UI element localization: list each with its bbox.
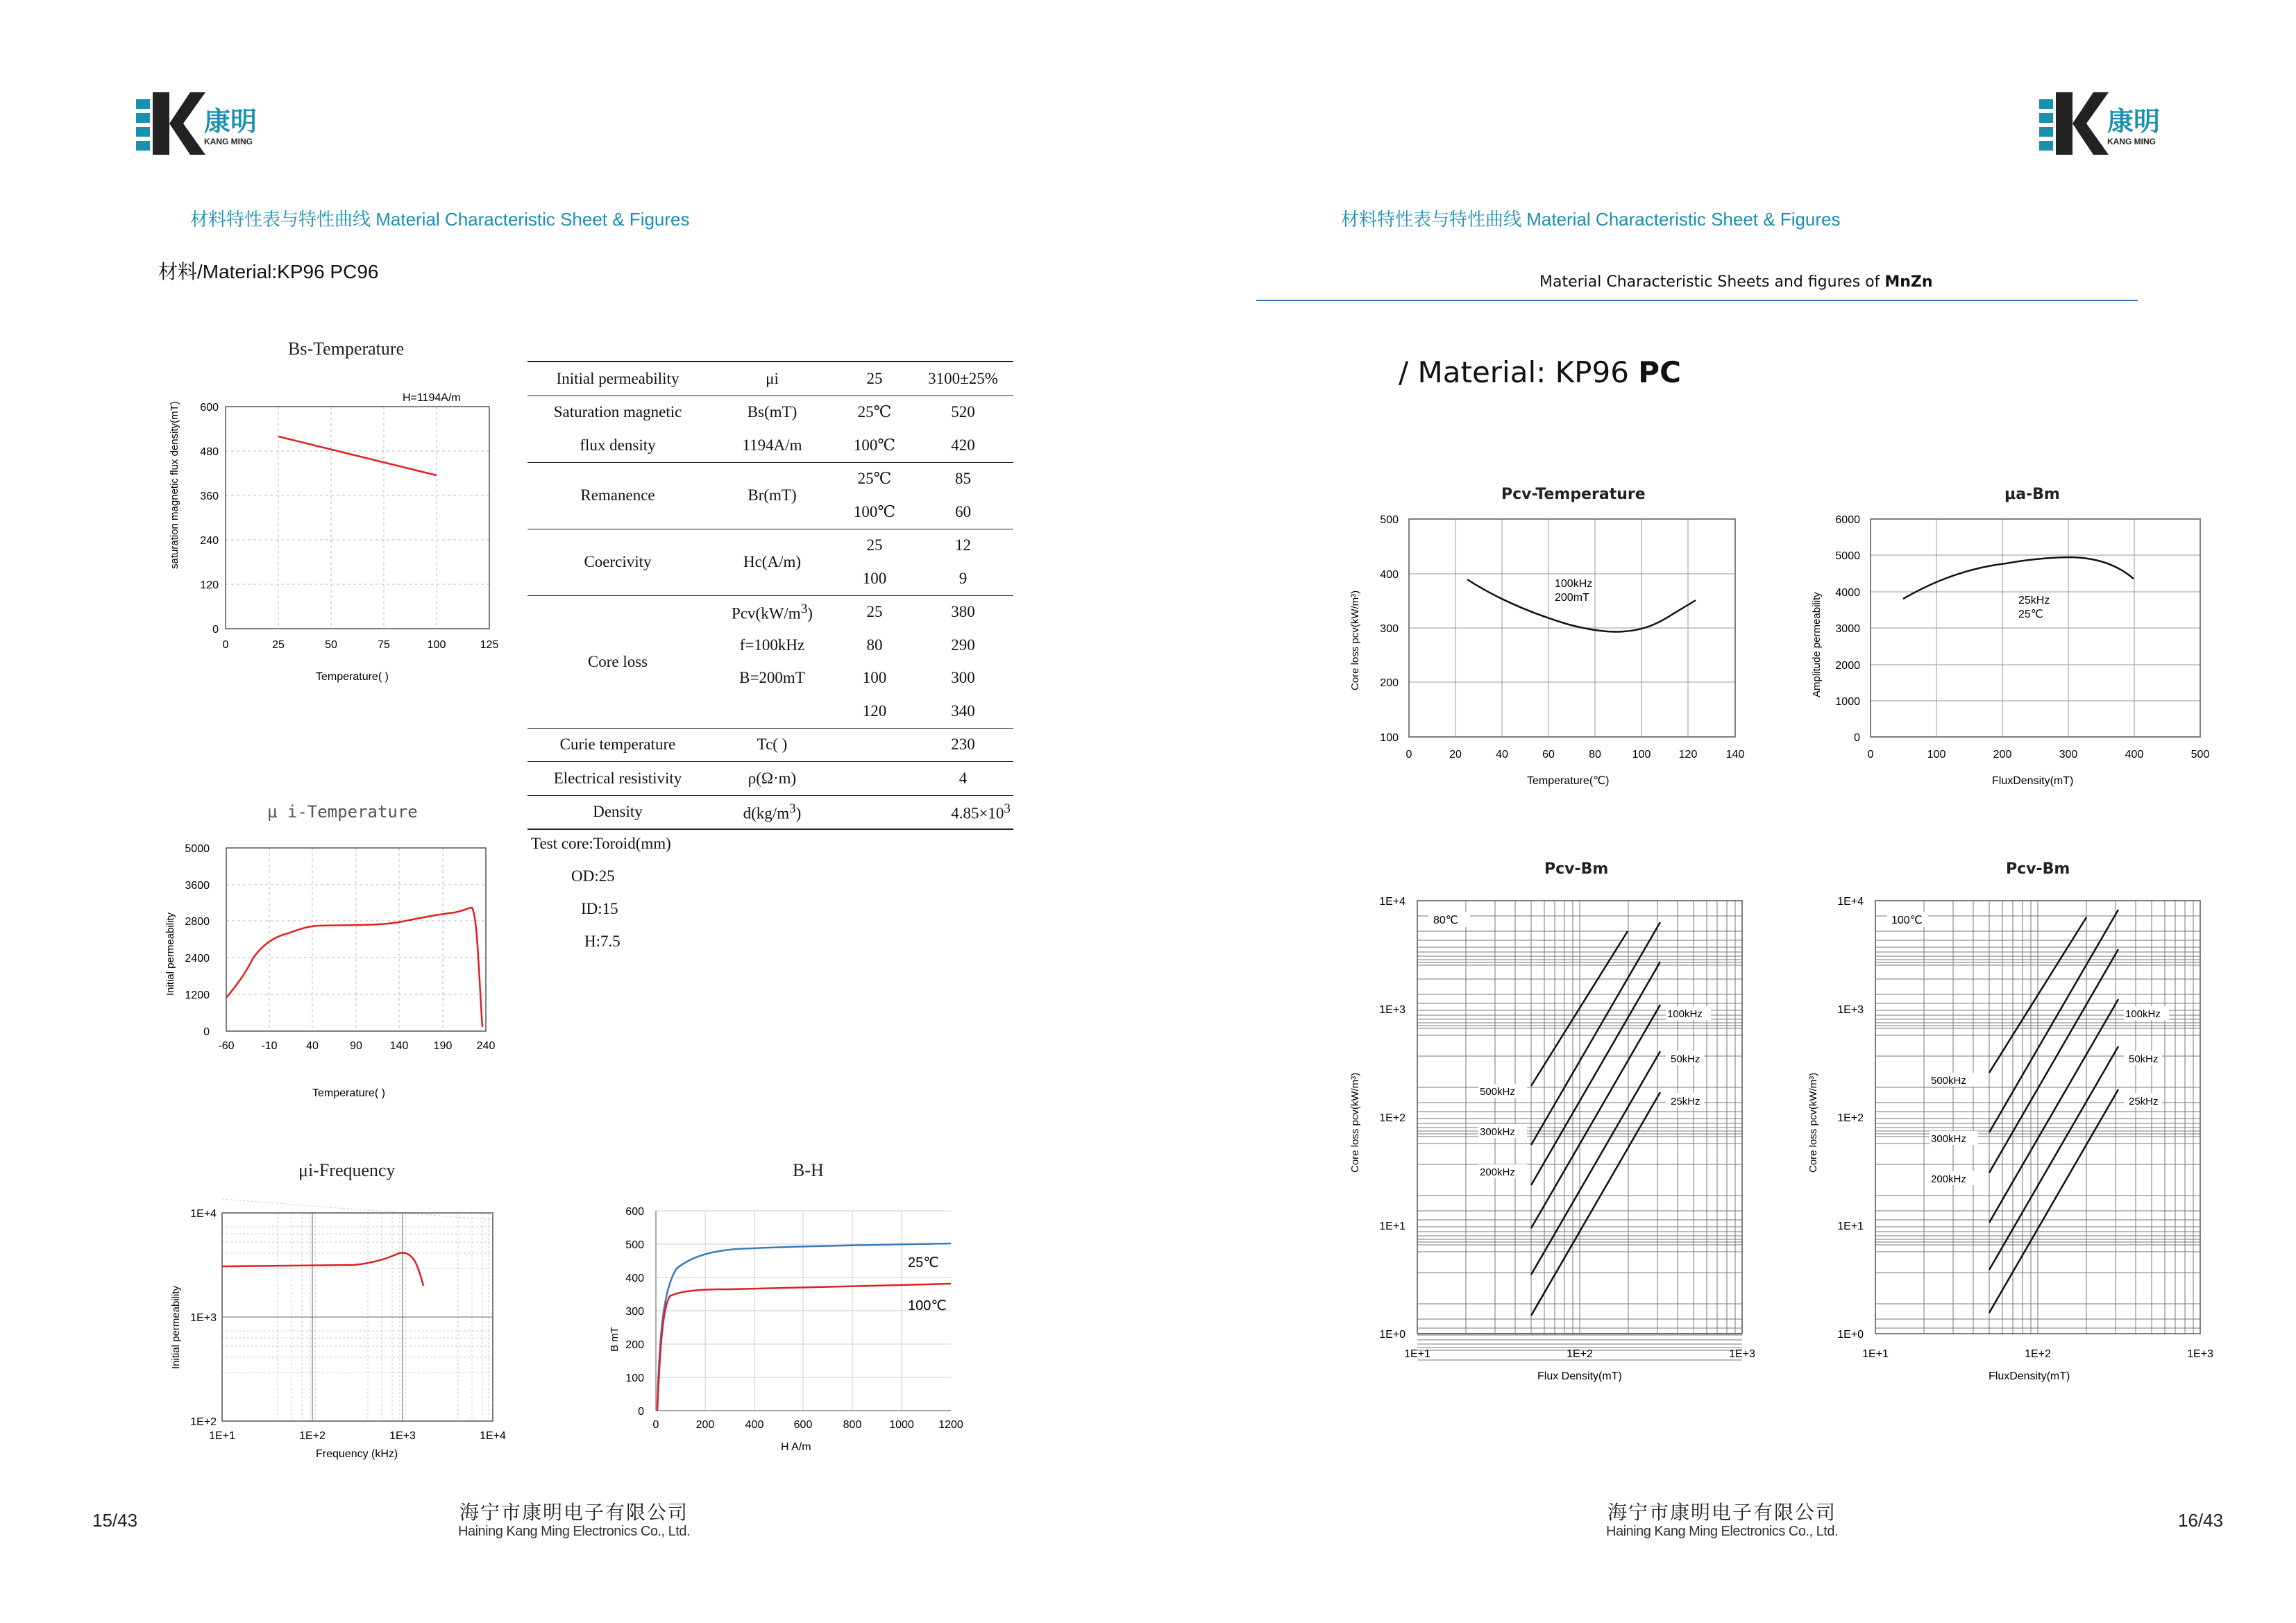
bh-xtick: 200 (695, 1419, 715, 1431)
muf-xtick: 1E+4 (480, 1430, 506, 1442)
bh-xtick: 400 (745, 1419, 764, 1431)
ua-ytick: 5000 (1835, 550, 1860, 562)
bs-temp-chart (160, 389, 521, 694)
mui-ylabel: Initial permeability (164, 912, 176, 996)
ua-note1: 25kHz (2018, 595, 2050, 606)
ua-ytick: 1000 (1835, 696, 1860, 708)
muf-ylabel: Initial permeability (170, 1285, 182, 1369)
pb100-ytick: 1E+3 (1837, 1004, 1864, 1016)
mui-xtick: 40 (306, 1040, 319, 1052)
pb100-temp: 100℃ (1891, 915, 1923, 926)
pb100-ytick: 1E+2 (1837, 1112, 1864, 1124)
bs-xtick: 50 (325, 639, 337, 651)
pt-xtick: 140 (1725, 749, 1745, 760)
pb80-xlabel: Flux Density(mT) (1537, 1370, 1622, 1382)
table-row: 120 340 (527, 695, 1013, 728)
ua-xtick: 300 (2059, 749, 2078, 760)
logo-cn: 康明 (204, 106, 258, 137)
mui-xtick: 190 (433, 1040, 453, 1052)
table-row: f=100kHz 80 290 (739, 636, 975, 654)
mui-freq-curve (222, 1253, 423, 1286)
mui-ytick: 2800 (185, 916, 210, 928)
mui-freq-title: μi-Frequency (298, 1160, 396, 1180)
divider (1256, 300, 2138, 301)
pt-xlabel: Temperature(℃) (1527, 775, 1610, 787)
pt-xtick: 100 (1632, 749, 1651, 760)
footer-company-en: Haining Kang Ming Electronics Co., Ltd. (1606, 1524, 1839, 1539)
bs-ytick: 360 (200, 491, 219, 502)
mui-xtick: 240 (476, 1040, 496, 1052)
section-title: 材料特性表与特性曲线 Material Characteristic Sheet & Figures (1341, 209, 1841, 230)
muf-ytick: 1E+2 (190, 1416, 217, 1428)
pb100-label: 50kHz (2129, 1053, 2159, 1065)
mui-ytick: 2400 (185, 953, 210, 965)
muf-ytick: 1E+4 (190, 1208, 217, 1220)
mui-xlabel: Temperature( ) (312, 1087, 385, 1099)
mui-xtick: -10 (261, 1040, 278, 1052)
log-grid (1875, 901, 2200, 1334)
mui-xtick: -60 (218, 1040, 235, 1052)
pcv-bm-80-chart (1340, 881, 1770, 1395)
material-name: 材料/Material:KP96 PC96 (158, 261, 379, 282)
bs-xtick: 125 (480, 639, 499, 651)
ua-note2: 25℃ (2018, 609, 2043, 620)
pb80-xtick: 1E+1 (1404, 1348, 1430, 1360)
muf-xlabel: Frequency (kHz) (316, 1448, 398, 1460)
mui-ytick: 5000 (185, 843, 210, 855)
table-row: Core loss $Pcv(kW/m^3)$ 25 380 (527, 595, 1013, 629)
bh-xtick: 800 (843, 1419, 862, 1431)
company-logo (2039, 89, 2178, 158)
table-row: Initial permeability μi 25 3100±25% (527, 362, 1013, 396)
pt-ylabel: Core loss pcv(kW/m³) (1349, 590, 1361, 690)
bh-chart (597, 1199, 986, 1470)
pb100-ytick: 1E+4 (1837, 896, 1864, 908)
pb80-label: 500kHz (1480, 1086, 1515, 1098)
bh-ytick: 200 (625, 1339, 644, 1351)
log-grid (1417, 901, 1742, 1360)
table-row: 100℃ 60 (527, 495, 1013, 529)
material-name: / Material: KP96 PC (1399, 355, 1681, 389)
bh-curve-25 (657, 1243, 951, 1407)
test-core-od: OD:25 (571, 867, 615, 885)
pb100-xtick: 1E+3 (2187, 1348, 2213, 1360)
mui-temp-title: μ i-Temperature (267, 802, 418, 822)
bh-label-25: 25℃ (908, 1255, 939, 1271)
pcv-bm-100-title: Pcv-Bm (2006, 860, 2070, 878)
bh-xtick: 1000 (889, 1419, 914, 1431)
pb80-ylabel: Core loss pcv(kW/m³) (1349, 1072, 1361, 1173)
pb80-ytick: 1E+2 (1379, 1112, 1406, 1124)
ua-xlabel: FluxDensity(mT) (1992, 775, 2074, 787)
page-number: 15/43 (92, 1510, 138, 1531)
pcv-unit: $Pcv(kW/m^3)$ (732, 601, 813, 622)
pb80-ytick: 1E+0 (1379, 1329, 1406, 1341)
ua-ytick: 6000 (1835, 514, 1860, 526)
bh-ytick: 0 (638, 1406, 644, 1418)
pb100-label: 100kHz (2125, 1008, 2161, 1020)
table-row: Coercivity Hc(A/m) 25 12 (584, 536, 971, 570)
pt-note1: 100kHz (1555, 578, 1593, 590)
pt-ytick: 300 (1380, 623, 1399, 635)
pb80-label: 100kHz (1667, 1008, 1703, 1020)
pcv-bm-80-title: Pcv-Bm (1544, 860, 1609, 878)
pb100-label: 25kHz (2129, 1096, 2159, 1107)
table-row: Remanence Br(mT) 25℃ 85 (580, 470, 971, 504)
pt-ytick: 100 (1380, 732, 1399, 744)
ua-xtick: 200 (1993, 749, 2012, 760)
pb100-xlabel: FluxDensity(mT) (1989, 1370, 2070, 1382)
pb80-temp: 80℃ (1433, 915, 1458, 926)
table-row: Electrical resistivity ρ(Ω·m) 4 (527, 762, 1013, 796)
mui-xtick: 140 (389, 1040, 409, 1052)
bs-curve (278, 436, 437, 475)
pt-xtick: 20 (1449, 749, 1462, 760)
bs-ylabel: saturation magnetic flux density(mT) (169, 401, 180, 569)
bh-ytick: 400 (625, 1273, 644, 1284)
ua-bm-curve (1903, 557, 2134, 599)
pb100-xtick: 1E+2 (2025, 1348, 2051, 1360)
pb100-label: 500kHz (1931, 1075, 1966, 1087)
bs-ytick: 0 (212, 624, 219, 636)
subtitle: Material Characteristic Sheets and figures of MnZn (1539, 273, 1933, 291)
bh-curve-100 (657, 1284, 951, 1411)
bh-ytick: 500 (625, 1239, 644, 1251)
mui-freq-chart (160, 1199, 521, 1470)
pt-xtick: 80 (1589, 749, 1601, 760)
density-unit: $d(kg/m^3)$ (743, 801, 802, 822)
pb100-xtick: 1E+1 (1862, 1348, 1889, 1360)
ua-xtick: 400 (2125, 749, 2144, 760)
table-row: 100 9 (527, 562, 1013, 595)
bs-xtick: 75 (378, 639, 390, 651)
bs-temp-title: Bs-Temperature (288, 339, 405, 359)
pb80-label: 50kHz (1671, 1053, 1700, 1065)
pb80-xtick: 1E+3 (1729, 1348, 1755, 1360)
pcv-bm-100-chart (1798, 881, 2228, 1395)
pt-ytick: 400 (1380, 569, 1399, 581)
pt-xtick: 120 (1678, 749, 1698, 760)
ua-xtick: 100 (1927, 749, 1946, 760)
pt-note2: 200mT (1555, 592, 1589, 604)
bh-ytick: 300 (625, 1306, 644, 1318)
table-row: flux density 1194A/m 100℃ 420 (527, 429, 1013, 462)
footer-company-en: Haining Kang Ming Electronics Co., Ltd. (458, 1524, 691, 1539)
bh-xtick: 0 (652, 1419, 659, 1431)
pb100-ylabel: Core loss pcv(kW/m³) (1807, 1072, 1819, 1173)
ua-xtick: 0 (1867, 749, 1874, 760)
bh-title: B-H (793, 1160, 824, 1180)
pcv-temp-title: Pcv-Temperature (1501, 486, 1646, 503)
company-logo (136, 89, 275, 158)
mui-ytick: 1200 (185, 989, 210, 1001)
ua-bm-chart (1798, 507, 2228, 798)
ua-ytick: 2000 (1835, 660, 1860, 672)
pb80-label: 300kHz (1480, 1126, 1515, 1138)
ua-bm-title: μa-Bm (2004, 486, 2060, 503)
pt-xtick: 0 (1406, 749, 1412, 760)
logo-en: KANG MING (204, 137, 253, 146)
mui-xtick: 90 (350, 1040, 362, 1052)
pb80-ytick: 1E+1 (1379, 1221, 1406, 1232)
logo-en: KANG MING (2107, 137, 2156, 146)
ua-ytick: 0 (1854, 732, 1860, 744)
muf-xtick: 1E+1 (209, 1430, 235, 1442)
bs-ytick: 120 (200, 579, 219, 591)
bs-xtick: 100 (427, 639, 446, 651)
pb100-ytick: 1E+0 (1837, 1329, 1864, 1341)
mui-temp-curve (226, 908, 482, 1027)
properties-table (527, 361, 1013, 830)
mui-ytick: 0 (203, 1026, 210, 1038)
pb80-ytick: 1E+3 (1379, 1004, 1406, 1016)
bh-label-100: 100℃ (908, 1298, 947, 1314)
footer-company-cn: 海宁市康明电子有限公司 (459, 1501, 689, 1524)
pb100-label: 300kHz (1931, 1133, 1966, 1145)
bs-ytick: 240 (200, 535, 219, 547)
bh-ytick: 600 (625, 1206, 644, 1218)
table-row: B=200mT 100 300 (739, 669, 975, 687)
logo-cn: 康明 (2107, 106, 2161, 137)
footer-company-cn: 海宁市康明电子有限公司 (1607, 1501, 1837, 1524)
pb80-xtick: 1E+2 (1567, 1348, 1593, 1360)
section-title: 材料特性表与特性曲线 Material Characteristic Sheet & Figures (190, 209, 690, 230)
bh-ylabel: B mT (609, 1327, 621, 1352)
bs-ytick: 480 (200, 446, 219, 458)
table-row: Saturation magnetic Bs(mT) 25℃ 520 (553, 403, 975, 421)
bh-xlabel: H A/m (781, 1441, 811, 1453)
ua-xtick: 500 (2191, 749, 2210, 760)
mui-temp-chart (160, 840, 521, 1110)
pt-xtick: 60 (1542, 749, 1555, 760)
pb80-ytick: 1E+4 (1379, 896, 1406, 908)
bh-xtick: 600 (793, 1419, 813, 1431)
ua-ytick: 3000 (1835, 623, 1860, 635)
bs-xtick: 0 (222, 639, 229, 651)
bh-ytick: 100 (625, 1373, 644, 1384)
test-core-h: H:7.5 (584, 933, 621, 950)
pcv-temp-chart (1340, 507, 1756, 798)
pb100-ytick: 1E+1 (1837, 1221, 1864, 1232)
bs-xtick: 25 (272, 639, 285, 651)
muf-ytick: 1E+3 (190, 1312, 217, 1324)
ua-ylabel: Amplitude permeability (1811, 592, 1823, 697)
pt-ytick: 500 (1380, 514, 1399, 526)
table-row: Curie temperature Tc( ) 230 (527, 728, 1013, 762)
test-core-title: Test core:Toroid(mm) (531, 835, 671, 852)
page-number: 16/43 (2178, 1510, 2224, 1531)
bs-temp-note: H=1194A/m (403, 392, 461, 404)
test-core (531, 827, 671, 958)
bh-xtick: 1200 (938, 1419, 963, 1431)
bs-xlabel: Temperature( ) (316, 671, 389, 683)
density-value: $4.85\times 10^3$ (951, 801, 1011, 822)
bs-ytick: 600 (200, 402, 219, 414)
pb100-label: 200kHz (1931, 1173, 1966, 1185)
pb80-label: 200kHz (1480, 1166, 1515, 1178)
pb80-label: 25kHz (1671, 1096, 1700, 1107)
ua-ytick: 4000 (1835, 587, 1860, 599)
pt-xtick: 40 (1496, 749, 1508, 760)
muf-xtick: 1E+2 (299, 1430, 326, 1442)
muf-xtick: 1E+3 (389, 1430, 416, 1442)
table-row: Density $d(kg/m^3)$ $4.85\times 10^3$ (527, 795, 1013, 829)
test-core-id: ID:15 (581, 900, 618, 917)
pt-ytick: 200 (1380, 677, 1399, 689)
mui-ytick: 3600 (185, 880, 210, 892)
